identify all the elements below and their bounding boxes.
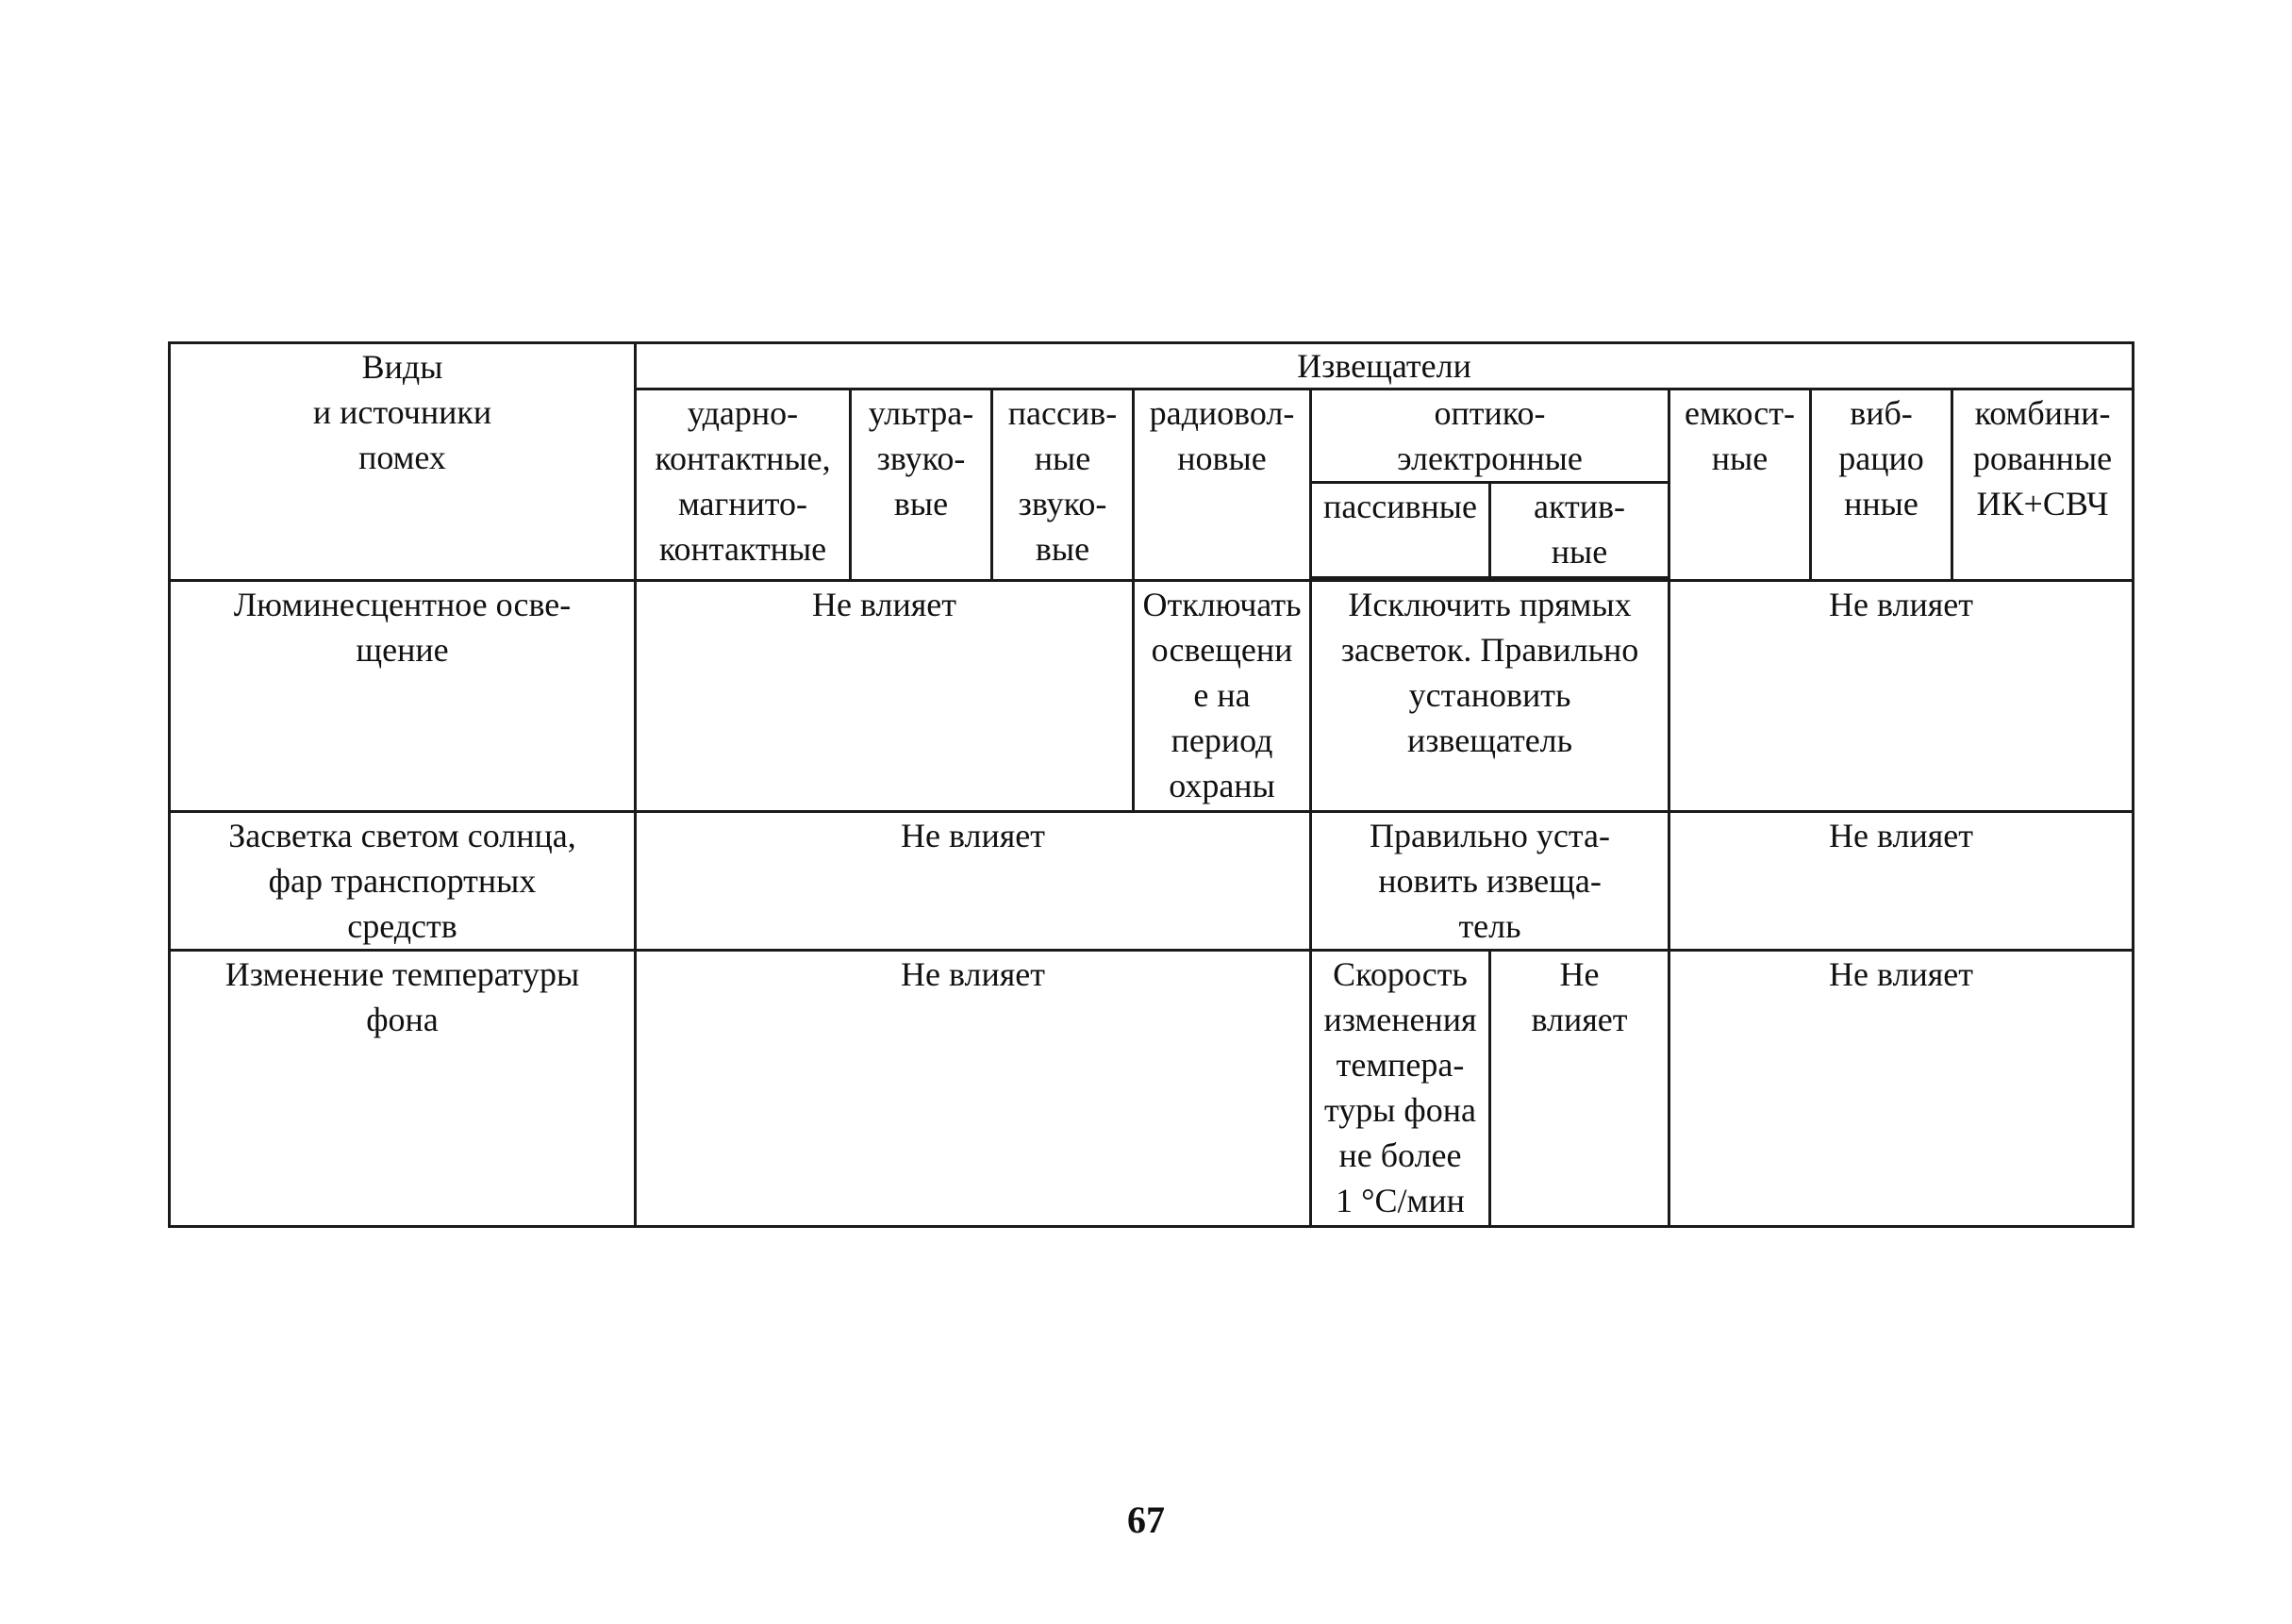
cell-row2-no-effect-right xyxy=(1669,812,2134,951)
cell-row2-no-effect-right-text: Не влияет xyxy=(1829,817,1973,854)
header-col-shock xyxy=(636,389,851,581)
row-label-sun-glare-text: Засветка светом солнца, фар транспортных средств xyxy=(228,817,576,945)
cell-row1-radiowave xyxy=(1134,581,1311,812)
header-col-ultrasonic xyxy=(851,389,992,581)
interference-table xyxy=(168,341,2134,1228)
cell-row1-opto xyxy=(1311,581,1669,812)
cell-row2-opto-text: Правильно уста- новить извеща- тель xyxy=(1369,817,1610,945)
header-col-passive-sound-text: пассив- ные звуко- вые xyxy=(1007,394,1118,568)
header-interference-types-text: Виды и источники помех xyxy=(312,348,492,476)
header-col-opto-active-text: актив- ные xyxy=(1534,488,1625,571)
header-col-vibration-text: виб- рацио нные xyxy=(1838,394,1924,522)
cell-row1-opto-text: Исключить прямых засветок. Правильно установить извещатель xyxy=(1340,586,1639,759)
header-col-opto-active xyxy=(1490,483,1669,578)
header-detectors-group xyxy=(636,343,2134,389)
header-col-capacitive xyxy=(1669,389,1811,581)
cell-row2-no-effect-left xyxy=(636,812,1311,951)
cell-row3-no-effect-left-text: Не влияет xyxy=(901,955,1045,993)
row-label-fluorescent xyxy=(170,581,636,812)
header-col-optoelectronic xyxy=(1311,389,1669,483)
header-col-passive-sound xyxy=(992,389,1134,581)
row-label-sun-glare xyxy=(170,812,636,951)
cell-row2-no-effect-left-text: Не влияет xyxy=(901,817,1045,854)
header-row-1 xyxy=(170,343,2134,389)
header-interference-types xyxy=(170,343,636,581)
header-col-combined-text: комбини- рованные ИК+СВЧ xyxy=(1972,394,2113,522)
header-detectors-group-text: Извещатели xyxy=(1297,347,1471,385)
header-col-radiowave xyxy=(1134,389,1311,581)
cell-row3-no-effect-left xyxy=(636,951,1311,1227)
header-col-capacitive-text: емкост- ные xyxy=(1684,394,1796,477)
cell-row1-no-effect-left-text: Не влияет xyxy=(812,586,956,623)
cell-row3-opto-passive-text: Скорость изменения темпера- туры фона не более 1 °С/мин xyxy=(1323,955,1477,1219)
cell-row1-no-effect-left xyxy=(636,581,1134,812)
cell-row1-radiowave-text: Отключать освещени е на период охраны xyxy=(1142,586,1302,804)
row-label-temperature-text: Изменение температуры фона xyxy=(224,955,580,1038)
cell-row3-opto-active xyxy=(1490,951,1669,1227)
header-col-optoelectronic-text: оптико- электронные xyxy=(1397,394,1583,477)
header-col-radiowave-text: радиовол- новые xyxy=(1149,394,1295,477)
table-row xyxy=(170,581,2134,812)
cell-row2-opto xyxy=(1311,812,1669,951)
header-col-opto-passive-text: пассивные xyxy=(1323,488,1477,525)
row-label-temperature xyxy=(170,951,636,1227)
page-number: 67 xyxy=(1127,1499,1165,1541)
cell-row3-opto-active-text: Не влияет xyxy=(1531,955,1628,1038)
header-col-shock-text: ударно- контактные, магнито- контактные xyxy=(655,394,831,568)
table-row xyxy=(170,951,2134,1227)
cell-row1-no-effect-right xyxy=(1669,581,2134,812)
header-col-combined xyxy=(1952,389,2134,581)
header-col-vibration xyxy=(1811,389,1952,581)
header-col-ultrasonic-text: ультра- звуко- вые xyxy=(868,394,974,522)
row-label-fluorescent-text: Люминесцентное осве- щение xyxy=(233,586,572,669)
header-col-opto-passive xyxy=(1311,483,1490,578)
cell-row3-no-effect-right-text: Не влияет xyxy=(1829,955,1973,993)
cell-row1-no-effect-right-text: Не влияет xyxy=(1829,586,1973,623)
cell-row3-no-effect-right xyxy=(1669,951,2134,1227)
table-row xyxy=(170,812,2134,951)
cell-row3-opto-passive xyxy=(1311,951,1490,1227)
